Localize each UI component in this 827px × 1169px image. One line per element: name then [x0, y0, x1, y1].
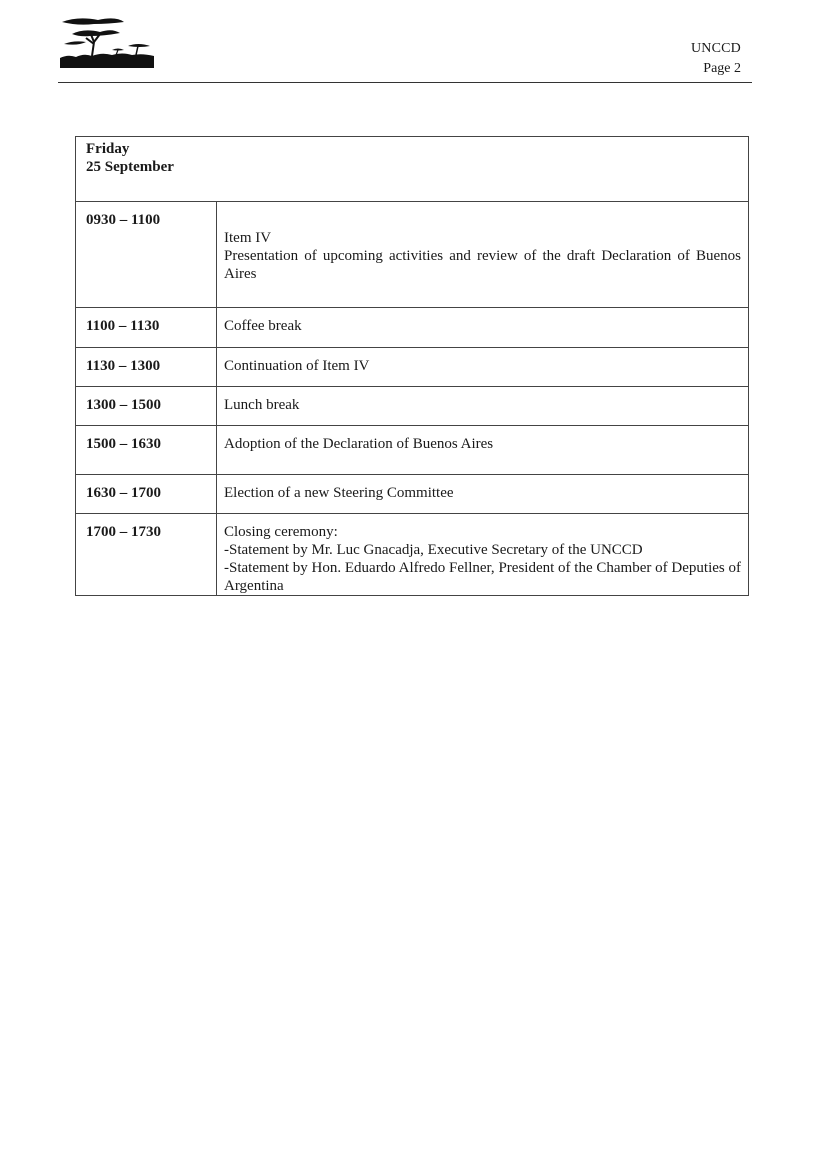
time-cell: 1630 – 1700 [76, 475, 217, 514]
day-header-row [76, 137, 749, 202]
table-row [76, 308, 749, 348]
activity-cell [217, 514, 749, 596]
activity-cell [217, 475, 749, 514]
activity-line: Election of a new Steering Committee [224, 485, 454, 501]
table-row [76, 514, 749, 596]
unccd-acacia-logo-icon [58, 14, 156, 70]
table-row [76, 387, 749, 426]
activity-line: Lunch break [224, 397, 300, 413]
day-name: Friday [86, 141, 130, 157]
time-cell: 1300 – 1500 [76, 387, 217, 426]
time-cell: 0930 – 1100 [76, 202, 217, 308]
table-row [76, 475, 749, 514]
activity-line: Adoption of the Declaration of Buenos Aires [224, 436, 494, 452]
activity-line: Presentation of upcoming activities and review of the draft Declaration of Buenos Aires [224, 248, 741, 282]
activity-line: -Statement by Hon. Eduardo Alfredo Fellner, President of the Chamber of Deputies of Argentina [224, 560, 741, 594]
activity-line: Continuation of Item IV [224, 358, 370, 374]
activity-line: -Statement by Mr. Luc Gnacadja, Executive Secretary of the UNCCD [224, 542, 643, 558]
time-cell: 1130 – 1300 [76, 348, 217, 387]
time-cell: 1100 – 1130 [76, 308, 217, 348]
schedule-table [75, 136, 749, 596]
activity-cell [217, 387, 749, 426]
header-divider [58, 82, 752, 83]
activity-line: Item IV [224, 230, 272, 246]
activity-cell [217, 426, 749, 475]
day-header-cell [76, 137, 749, 202]
page-number: Page 2 [703, 61, 741, 76]
table-row [76, 348, 749, 387]
table-row [76, 426, 749, 475]
activity-line: Closing ceremony: [224, 524, 338, 540]
table-row [76, 202, 749, 308]
document-header [691, 39, 741, 79]
time-cell: 1500 – 1630 [76, 426, 217, 475]
activity-line: Coffee break [224, 318, 302, 334]
activity-cell [217, 348, 749, 387]
activity-cell [217, 202, 749, 308]
day-date: 25 September [86, 159, 174, 175]
activity-cell [217, 308, 749, 348]
time-cell: 1700 – 1730 [76, 514, 217, 596]
organization-name: UNCCD [690, 41, 741, 56]
